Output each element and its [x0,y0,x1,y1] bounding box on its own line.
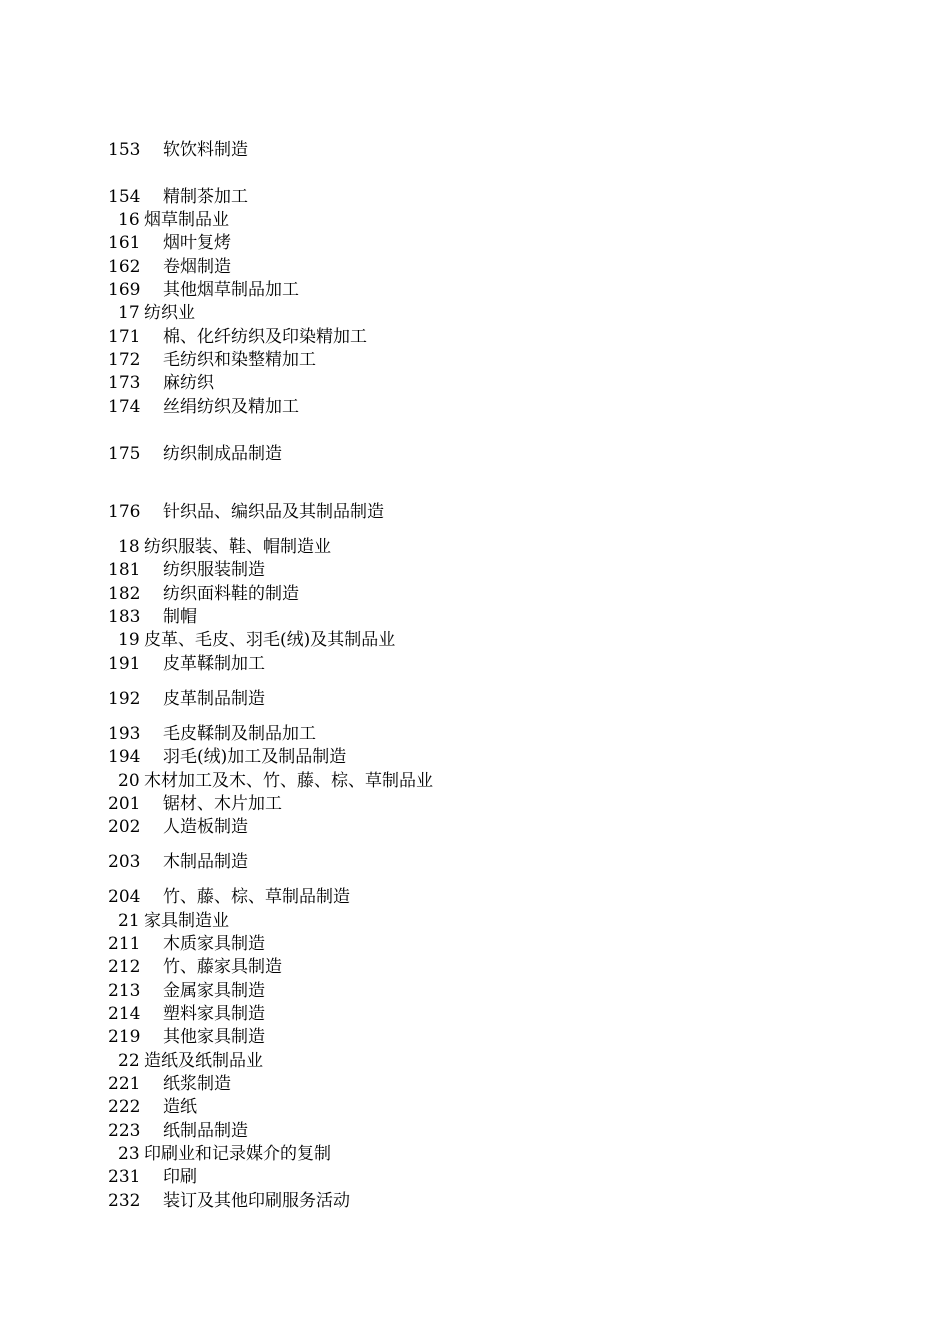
industry-code: 23 [118,1144,140,1164]
industry-name: 纸制品制造 [163,1121,248,1141]
industry-name: 棉、化纤纺织及印染精加工 [163,327,367,347]
industry-name: 软饮料制造 [163,140,248,160]
industry-code: 162 [108,257,141,277]
industry-code: 213 [108,981,141,1001]
industry-code: 211 [108,934,141,954]
industry-name: 装订及其他印刷服务活动 [163,1191,350,1211]
industry-name: 造纸及纸制品业 [144,1051,263,1071]
industry-code: 181 [108,560,141,580]
industry-name: 印刷 [163,1167,197,1187]
industry-name: 造纸 [163,1097,197,1117]
industry-name: 纺织制成品制造 [163,444,282,464]
industry-name: 其他家具制造 [163,1027,265,1047]
industry-name: 其他烟草制品加工 [163,280,299,300]
industry-name: 家具制造业 [144,911,229,931]
industry-code: 183 [108,607,141,627]
industry-code: 171 [108,327,141,347]
industry-name: 烟草制品业 [144,210,229,230]
industry-name: 针织品、编织品及其制品制造 [163,502,384,522]
industry-code: 153 [108,140,141,160]
industry-code: 222 [108,1097,141,1117]
industry-code: 16 [118,210,140,230]
industry-name: 毛皮鞣制及制品加工 [163,724,316,744]
industry-name: 金属家具制造 [163,981,265,1001]
industry-code: 172 [108,350,141,370]
industry-code: 201 [108,794,141,814]
industry-name: 木材加工及木、竹、藤、棕、草制品业 [144,771,433,791]
industry-name: 羽毛(绒)加工及制品制造 [163,747,347,767]
industry-code: 204 [108,887,141,907]
industry-code: 191 [108,654,141,674]
industry-code: 17 [118,303,140,323]
industry-code: 19 [118,630,140,650]
industry-code: 169 [108,280,141,300]
industry-name: 竹、藤、棕、草制品制造 [163,887,350,907]
industry-code: 212 [108,957,141,977]
industry-name: 毛纺织和染整精加工 [163,350,316,370]
industry-code: 231 [108,1167,141,1187]
industry-name: 纸浆制造 [163,1074,231,1094]
industry-name: 丝绢纺织及精加工 [163,397,299,417]
industry-code: 22 [118,1051,140,1071]
industry-name: 塑料家具制造 [163,1004,265,1024]
industry-code: 174 [108,397,141,417]
industry-code: 202 [108,817,141,837]
industry-name: 纺织服装、鞋、帽制造业 [144,537,331,557]
industry-name: 锯材、木片加工 [163,794,282,814]
industry-name: 纺织服装制造 [163,560,265,580]
industry-code: 175 [108,444,141,464]
industry-code: 21 [118,911,140,931]
industry-code: 214 [108,1004,141,1024]
industry-name: 烟叶复烤 [163,233,231,253]
industry-name: 卷烟制造 [163,257,231,277]
industry-code: 173 [108,373,141,393]
industry-code: 193 [108,724,141,744]
industry-name: 皮革鞣制加工 [163,654,265,674]
industry-name: 纺织业 [144,303,195,323]
industry-code: 221 [108,1074,141,1094]
industry-name: 木质家具制造 [163,934,265,954]
industry-name: 印刷业和记录媒介的复制 [144,1144,331,1164]
industry-code: 161 [108,233,141,253]
industry-name: 纺织面料鞋的制造 [163,584,299,604]
industry-code: 192 [108,689,141,709]
industry-code: 176 [108,502,141,522]
industry-name: 皮革制品制造 [163,689,265,709]
industry-code: 18 [118,537,140,557]
industry-code: 182 [108,584,141,604]
industry-code: 203 [108,852,141,872]
industry-code: 232 [108,1191,141,1211]
industry-name: 皮革、毛皮、羽毛(绒)及其制品业 [144,630,396,650]
industry-code: 154 [108,187,141,207]
industry-code: 223 [108,1121,141,1141]
industry-code: 20 [118,771,140,791]
industry-name: 精制茶加工 [163,187,248,207]
industry-code: 219 [108,1027,141,1047]
industry-name: 木制品制造 [163,852,248,872]
industry-code: 194 [108,747,141,767]
industry-name: 人造板制造 [163,817,248,837]
industry-name: 麻纺织 [163,373,214,393]
industry-name: 竹、藤家具制造 [163,957,282,977]
industry-name: 制帽 [163,607,197,627]
